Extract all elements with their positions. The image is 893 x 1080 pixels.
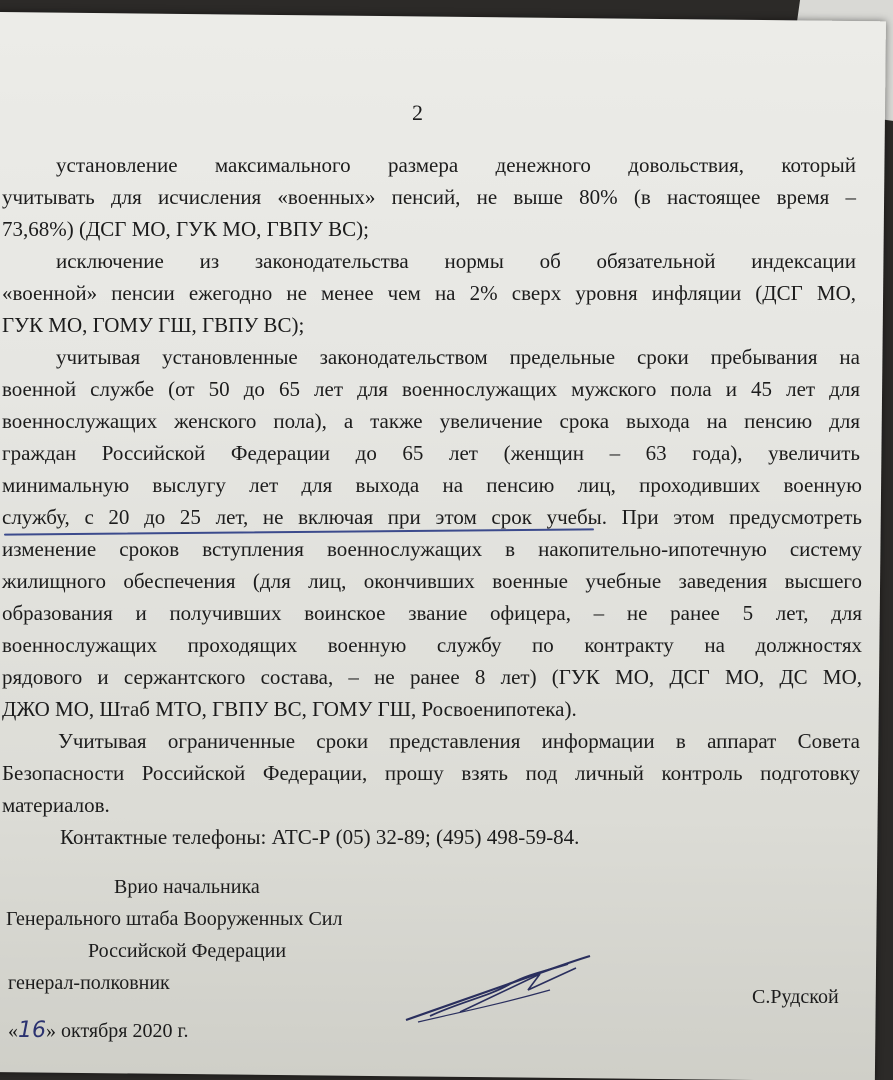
text-line: учитывать для исчисления «военных» пенсий, не выше 80% (в настоящее время –	[2, 185, 856, 209]
text-line: учитывая установленные законодательством предельные сроки пребывания на	[56, 345, 860, 369]
text-line: жилищного обеспечения (для лиц, окончивших военные учебные заведения высшего	[2, 569, 862, 593]
text-line: граждан Российской Федерации до 65 лет (женщин – 63 года), увеличить	[2, 441, 860, 465]
text-line: 73,68%) (ДСГ МО, ГУК МО, ГВПУ ВС);	[2, 217, 369, 241]
text-line: военной службе (от 50 до 65 лет для военнослужащих мужского пола и 45 лет для	[2, 377, 860, 401]
text-line: военнослужащих женского пола), а также увеличение срока выхода на пенсию для	[2, 409, 860, 433]
text-line: установление максимального размера денежного довольствия, который	[56, 153, 856, 177]
text-line: военнослужащих проходящих военную службу по контракту на должностях	[2, 633, 862, 657]
text-line: материалов.	[2, 793, 110, 817]
contact-phones: Контактные телефоны: АТС-Р (05) 32-89; (495) 498-59-84.	[60, 825, 580, 849]
signatory-title-3: Российской Федерации	[88, 940, 287, 962]
handwritten-signature	[400, 950, 600, 1030]
text-line: ДЖО МО, Штаб МТО, ГВПУ ВС, ГОМУ ГШ, Росвоенипотека).	[2, 697, 577, 721]
date-month-year: » октября 2020 г.	[46, 1020, 189, 1042]
page-number: 2	[412, 100, 423, 125]
text-line: изменение сроков вступления военнослужащих в накопительно-ипотечную систему	[2, 537, 862, 561]
signatory-title-2: Генерального штаба Вооруженных Сил	[6, 908, 343, 930]
text-line: Учитывая ограниченные сроки представления информации в аппарат Совета	[58, 729, 860, 753]
text-line: ГУК МО, ГОМУ ГШ, ГВПУ ВС);	[2, 313, 305, 337]
signatory-title-1: Врио начальника	[114, 876, 260, 898]
date-day-handwritten: 16	[18, 1018, 46, 1043]
document-date	[8, 1018, 188, 1043]
text-line: Безопасности Российской Федерации, прошу взять под личный контроль подготовку	[2, 761, 860, 785]
date-open-quote: «	[8, 1020, 18, 1042]
signatory-name: С.Рудской	[752, 986, 839, 1008]
text-line: «военной» пенсии ежегодно не менее чем на 2% сверх уровня инфляции (ДСГ МО,	[2, 281, 856, 305]
text-line: минимальную выслугу лет для выхода на пенсию лиц, проходивших военную	[2, 473, 862, 497]
text-line: рядового и сержантского состава, – не ранее 8 лет) (ГУК МО, ДСГ МО, ДС МО,	[2, 665, 862, 689]
signatory-rank: генерал-полковник	[8, 972, 170, 994]
text-line: образования и получивших воинское звание офицера, – не ранее 5 лет, для	[2, 601, 862, 625]
text-line-highlighted: службу, с 20 до 25 лет, не включая при этом срок учебы. При этом предусмотреть	[2, 505, 862, 529]
text-line: исключение из законодательства нормы об обязательной индексации	[56, 249, 856, 273]
